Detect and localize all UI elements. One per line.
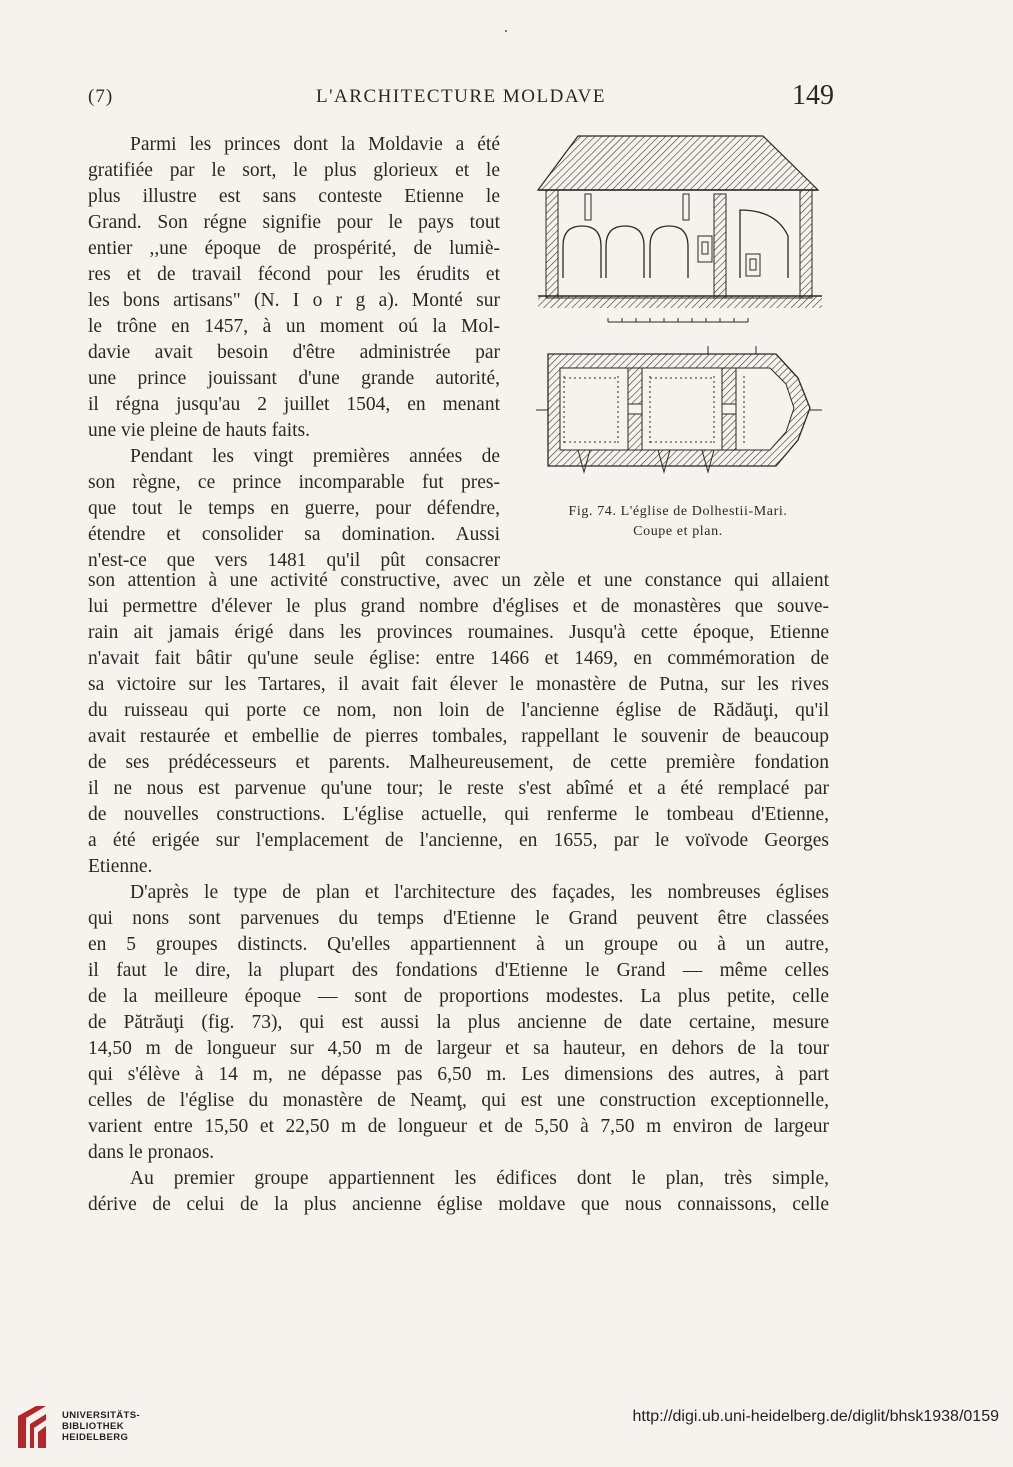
text-line: avait restaurée et embellie de pierres tombales, rappellant le souvenir de beaucoup bbox=[88, 726, 829, 747]
text-line: plus illustre est sans conteste Etienne le bbox=[88, 186, 500, 207]
text-line: que tout le temps en guerre, pour défendre, bbox=[88, 498, 500, 519]
library-logo[interactable] bbox=[12, 1402, 172, 1454]
church-figure bbox=[518, 128, 838, 500]
text-line: celles de l'église du monastère de Neamţ, qui est une construction exceptionnelle, bbox=[88, 1090, 829, 1111]
page-mark bbox=[505, 30, 507, 32]
text-line: n'est-ce que vers 1481 qu'il pût consacrer bbox=[88, 550, 500, 571]
text-line: gratifiée par le sort, le plus glorieux et le bbox=[88, 160, 500, 181]
text-line: une prince jouissant d'une grande autorité, bbox=[88, 368, 500, 389]
text-line: de Pătrăuţi (fig. 73), qui est aussi la plus ancienne de date certaine, mesure bbox=[88, 1012, 829, 1033]
text-line: de la meilleure époque — sont de proportions modestes. La plus petite, celle bbox=[88, 986, 829, 1007]
text-line: sa victoire sur les Tartares, il avait fait élever le monastère de Putna, sur les rives bbox=[88, 674, 829, 695]
left-column-text bbox=[88, 132, 500, 574]
header-title: L'ARCHITECTURE MOLDAVE bbox=[316, 86, 606, 107]
text-line: de nouvelles constructions. L'église actuelle, qui renferme le tombeau d'Etienne, bbox=[88, 804, 829, 825]
text-line: Au premier groupe appartiennent les édifices dont le plan, très simple, bbox=[130, 1168, 829, 1189]
text-line: Parmi les princes dont la Moldavie a été bbox=[130, 134, 500, 155]
header-section: (7) bbox=[88, 86, 114, 107]
text-line: dérive de celui de la plus ancienne église moldave que nous connaissons, celle bbox=[88, 1194, 829, 1215]
section-drawing bbox=[538, 136, 822, 322]
text-line: qui s'élève à 14 m, ne dépasse pas 6,50 m. Les dimensions des autres, à part bbox=[88, 1064, 829, 1085]
source-url-link[interactable]: http://digi.ub.uni-heidelberg.de/diglit/bhsk1938/0159 bbox=[632, 1408, 999, 1425]
logo-line-1: UNIVERSITÄTS- bbox=[62, 1410, 141, 1421]
text-line: res et de travail fécond pour les érudits et bbox=[88, 264, 500, 285]
text-line: Grand. Son régne signifie pour le pays tout bbox=[88, 212, 500, 233]
text-line: de ses prédécesseurs et parents. Malheureusement, de cette première fondation bbox=[88, 752, 829, 773]
text-line: Etienne. bbox=[88, 856, 153, 877]
text-line: le trône en 1457, à un moment oú la Mol- bbox=[88, 316, 500, 337]
text-line: il régna jusqu'au 2 juillet 1504, en menant bbox=[88, 394, 500, 415]
logo-line-2: BIBLIOTHEK bbox=[62, 1421, 125, 1432]
text-line: étendre et consolider sa domination. Aussi bbox=[88, 524, 500, 545]
text-line: a été erigée sur l'emplacement de l'ancienne, en 1655, par le voïvode Georges bbox=[88, 830, 829, 851]
text-line: lui permettre d'élever le plus grand nombre d'églises et de monastères que souve- bbox=[88, 596, 829, 617]
text-line: davie avait besoin d'être administrée par bbox=[88, 342, 500, 363]
text-line: qui nons sont parvenues du temps d'Etienne le Grand peuvent être classées bbox=[88, 908, 829, 929]
text-line: D'après le type de plan et l'architecture des façades, les nombreuses églises bbox=[130, 882, 829, 903]
running-header bbox=[88, 80, 834, 118]
text-line: rain ait jamais érigé dans les provinces roumaines. Jusqu'à cette époque, Etienne bbox=[88, 622, 829, 643]
text-line: entier ,,une époque de prospérité, de lumiè- bbox=[88, 238, 500, 259]
library-logo-text bbox=[62, 1410, 140, 1443]
library-logo-icon bbox=[12, 1402, 52, 1454]
text-line: les bons artisans" (N. I o r g a). Monté sur bbox=[88, 290, 500, 311]
text-line: il faut le dire, la plupart des fondations d'Etienne le Grand — même celles bbox=[88, 960, 829, 981]
logo-line-3: HEIDELBERG bbox=[62, 1432, 129, 1443]
text-line: son règne, ce prince incomparable fut pres- bbox=[88, 472, 500, 493]
caption-line-2: Coupe et plan. bbox=[633, 524, 723, 539]
church-section-and-plan-drawing bbox=[518, 128, 838, 500]
text-line: n'avait fait bâtir qu'une seule église: entre 1466 et 1469, en commémoration de bbox=[88, 648, 829, 669]
plan-drawing bbox=[536, 346, 822, 472]
figure-caption bbox=[518, 502, 838, 542]
text-line: Pendant les vingt premières années de bbox=[130, 446, 500, 467]
text-line: 14,50 m de longueur sur 4,50 m de largeur et sa hauteur, en dehors de la tour bbox=[88, 1038, 829, 1059]
text-line: une vie pleine de hauts faits. bbox=[88, 420, 311, 441]
full-width-text bbox=[88, 568, 829, 1218]
page-number: 149 bbox=[792, 80, 834, 111]
text-line: du ruisseau qui porte ce nom, non loin de l'ancienne église de Rădăuţi, qu'il bbox=[88, 700, 829, 721]
text-line: dans le pronaos. bbox=[88, 1142, 215, 1163]
text-line: il ne nous est parvenue qu'une tour; le reste s'est abîmé et a été remplacé par bbox=[88, 778, 829, 799]
text-line: en 5 groupes distincts. Qu'elles appartiennent à un groupe ou à un autre, bbox=[88, 934, 829, 955]
caption-line-1: Fig. 74. L'église de Dolhestii-Mari. bbox=[568, 504, 788, 519]
text-line: son attention à une activité constructive, avec un zèle et une constance qui allaient bbox=[88, 570, 829, 591]
text-line: varient entre 15,50 et 22,50 m de longueur et de 5,50 à 7,50 m environ de largeur bbox=[88, 1116, 829, 1137]
